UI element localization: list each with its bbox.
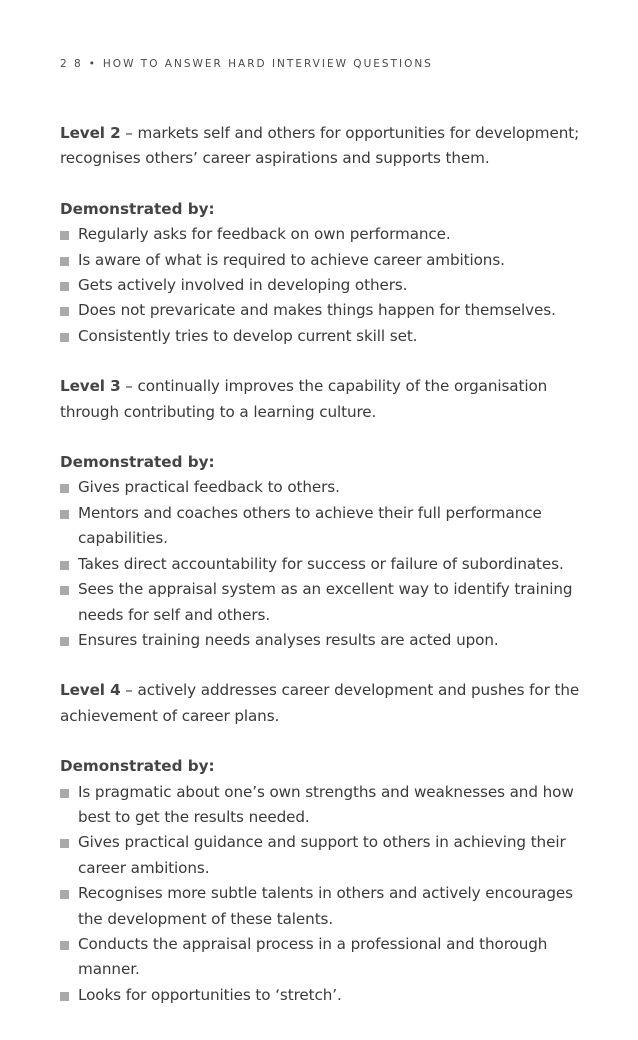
level-3-description	[60, 374, 600, 425]
demonstrated-by-heading: Demonstrated by:	[60, 757, 215, 776]
list-item-text: Ensures training needs analyses results are acted upon.	[78, 630, 499, 649]
list-item	[60, 983, 600, 1008]
list-item	[60, 881, 600, 932]
square-bullet-icon	[60, 307, 69, 316]
list-item	[60, 475, 600, 500]
square-bullet-icon	[60, 257, 69, 266]
bullet-list	[60, 780, 600, 1009]
level-label: Level 4	[60, 681, 121, 700]
list-item-text: Gives practical feedback to others.	[78, 478, 340, 497]
list-item-text: Recognises more subtle talents in others and actively encourages the development of these talents.	[78, 884, 573, 928]
demonstrated-by-heading: Demonstrated by:	[60, 453, 215, 472]
list-item-text: Is aware of what is required to achieve career ambitions.	[78, 250, 505, 269]
square-bullet-icon	[60, 282, 69, 291]
list-item	[60, 222, 600, 247]
list-item	[60, 248, 600, 273]
list-item	[60, 830, 600, 881]
list-item	[60, 932, 600, 983]
level-label: Level 2	[60, 124, 121, 142]
page-content	[60, 121, 600, 1033]
list-item-text: Consistently tries to develop current skill set.	[78, 326, 418, 345]
list-item	[60, 780, 600, 831]
running-head	[60, 58, 433, 70]
square-bullet-icon	[60, 890, 69, 899]
list-item-text: Sees the appraisal system as an excellent way to identify training needs for self and others.	[78, 580, 573, 624]
square-bullet-icon	[60, 586, 69, 595]
square-bullet-icon	[60, 484, 69, 493]
square-bullet-icon	[60, 333, 69, 342]
level-4-description	[60, 678, 600, 729]
square-bullet-icon	[60, 941, 69, 950]
page-number: 2 8	[60, 58, 83, 70]
list-item	[60, 324, 600, 349]
list-item-text: Takes direct accountability for success or failure of subordinates.	[78, 554, 564, 573]
square-bullet-icon	[60, 637, 69, 646]
square-bullet-icon	[60, 839, 69, 848]
list-item	[60, 273, 600, 298]
demonstrated-by-heading: Demonstrated by:	[60, 199, 215, 218]
list-item-text: Conducts the appraisal process in a professional and thorough manner.	[78, 934, 548, 979]
list-item-text: Is pragmatic about one’s own strengths and weaknesses and how best to get the results needed.	[78, 782, 574, 826]
list-item-text: Regularly asks for feedback on own performance.	[78, 225, 451, 244]
list-item-text: Does not prevaricate and makes things happen for themselves.	[78, 301, 556, 320]
square-bullet-icon	[60, 561, 69, 570]
list-item-text: Mentors and coaches others to achieve their full performance capabilities.	[78, 503, 542, 548]
square-bullet-icon	[60, 231, 69, 240]
list-item	[60, 628, 600, 653]
bullet-list	[60, 222, 600, 349]
square-bullet-icon	[60, 510, 69, 519]
list-item	[60, 298, 600, 323]
book-title: HOW TO ANSWER HARD INTERVIEW QUESTIONS	[102, 58, 433, 70]
list-item-text: Looks for opportunities to ‘stretch’.	[78, 985, 342, 1004]
list-item-text: Gets actively involved in developing others.	[78, 276, 408, 295]
list-item-text: Gives practical guidance and support to others in achieving their career ambitions.	[78, 833, 566, 877]
level-2-description	[60, 121, 600, 172]
level-label: Level 3	[60, 377, 121, 396]
level-text: – markets self and others for opportunities for development; recognises others’ career aspirations and supports them.	[60, 124, 580, 168]
list-item	[60, 577, 600, 628]
list-item	[60, 501, 600, 552]
bullet-list	[60, 475, 600, 653]
level-text: – continually improves the capability of the organisation through contributing to a learning culture.	[60, 377, 548, 421]
square-bullet-icon	[60, 789, 69, 798]
level-text: – actively addresses career development and pushes for the achievement of career plans.	[60, 681, 580, 725]
header-separator: •	[88, 58, 97, 70]
square-bullet-icon	[60, 992, 69, 1001]
list-item	[60, 552, 600, 577]
